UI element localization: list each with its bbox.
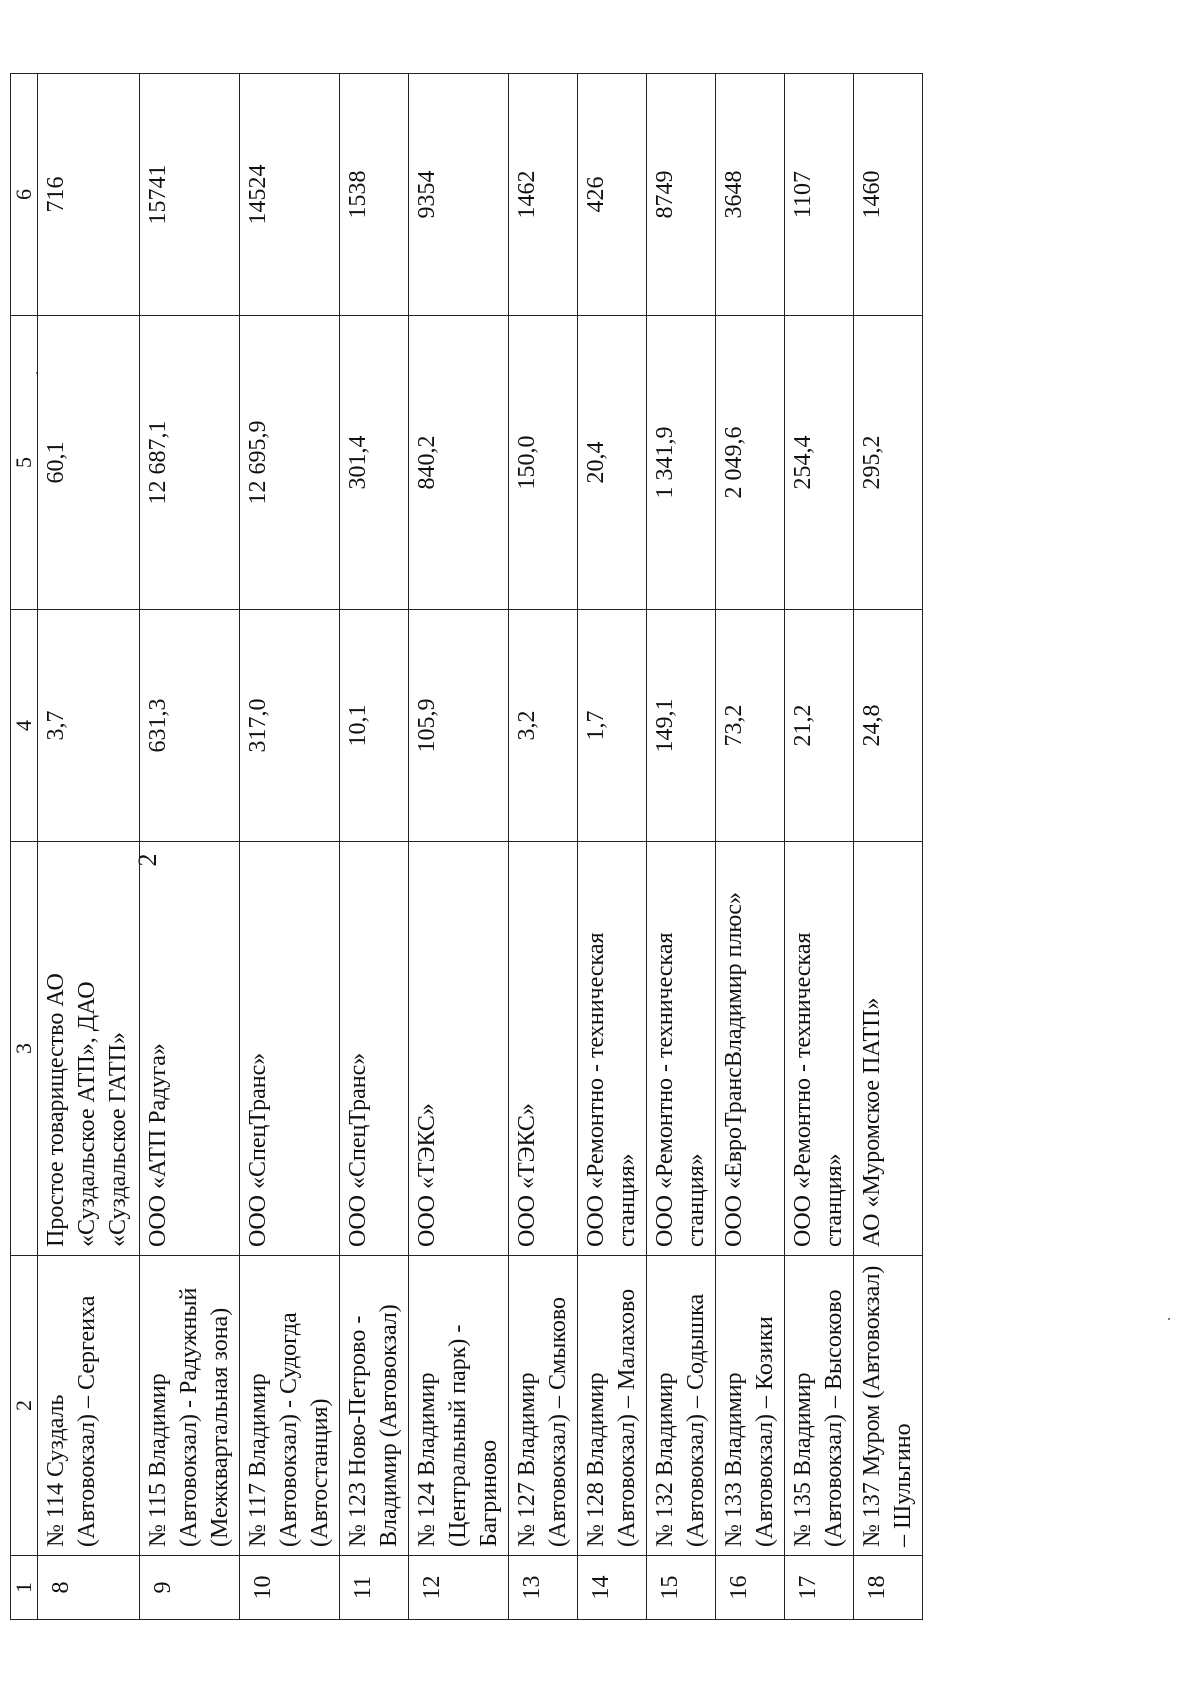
row-number: 15 — [647, 1556, 716, 1620]
route-name: № 132 Владимир (Автовокзал) – Содышка — [647, 1256, 716, 1556]
column-header-4: 4 — [11, 610, 38, 842]
value-col-5: 254,4 — [785, 316, 854, 610]
table-row — [509, 74, 578, 1620]
value-col-4: 21,2 — [785, 610, 854, 842]
page-number: 2 — [133, 853, 162, 867]
value-col-4: 3,7 — [38, 610, 140, 842]
table-row — [409, 74, 509, 1620]
operator-name: ООО «СпецТранс» — [340, 842, 409, 1256]
row-number: 8 — [38, 1556, 140, 1620]
table-row — [140, 74, 240, 1620]
route-name: № 117 Владимир (Автовокзал) - Судогда (Автостанция) — [240, 1256, 340, 1556]
value-col-4: 10,1 — [340, 610, 409, 842]
row-number: 14 — [578, 1556, 647, 1620]
data-table — [10, 73, 923, 1620]
scan-speck — [1168, 1318, 1170, 1320]
value-col-5: 1 341,9 — [647, 316, 716, 610]
value-col-6: 1460 — [854, 74, 923, 316]
route-name: № 137 Муром (Автовокзал) – Шульгино — [854, 1256, 923, 1556]
value-col-4: 631,3 — [140, 610, 240, 842]
value-col-6: 426 — [578, 74, 647, 316]
operator-name: ООО «ЕвроТрансВладимир плюс» — [716, 842, 785, 1256]
table-row — [240, 74, 340, 1620]
route-name: № 123 Ново-Петрово - Владимир (Автовокзал) — [340, 1256, 409, 1556]
operator-name: АО «Муромское ПАТП» — [854, 842, 923, 1256]
route-name: № 124 Владимир (Центральный парк) - Багриново — [409, 1256, 509, 1556]
value-col-6: 14524 — [240, 74, 340, 316]
row-number: 17 — [785, 1556, 854, 1620]
row-number: 18 — [854, 1556, 923, 1620]
value-col-5: 150,0 — [509, 316, 578, 610]
route-name: № 133 Владимир (Автовокзал) – Козики — [716, 1256, 785, 1556]
table-row — [854, 74, 923, 1620]
rotated-table-container — [10, 74, 1100, 1620]
value-col-5: 2 049,6 — [716, 316, 785, 610]
operator-name: ООО «СпецТранс» — [240, 842, 340, 1256]
route-name: № 115 Владимир (Автовокзал) - Радужный (Межквартальная зона) — [140, 1256, 240, 1556]
route-name: № 114 Суздаль (Автовокзал) – Сергеиха — [38, 1256, 140, 1556]
value-col-6: 1538 — [340, 74, 409, 316]
value-col-6: 1107 — [785, 74, 854, 316]
column-header-5: 5 — [11, 316, 38, 610]
route-name: № 127 Владимир (Автовокзал) – Смыково — [509, 1256, 578, 1556]
column-header-6: 6 — [11, 74, 38, 316]
value-col-5: 301,4 — [340, 316, 409, 610]
operator-name: ООО «Ремонтно - техническая станция» — [647, 842, 716, 1256]
column-header-3: 3 — [11, 842, 38, 1256]
value-col-5: 12 687,1 — [140, 316, 240, 610]
operator-name: ООО «ТЭКС» — [509, 842, 578, 1256]
operator-name: ООО «ТЭКС» — [409, 842, 509, 1256]
value-col-5: 12 695,9 — [240, 316, 340, 610]
value-col-4: 149,1 — [647, 610, 716, 842]
row-number: 9 — [140, 1556, 240, 1620]
operator-name: ООО «Ремонтно - техническая станция» — [785, 842, 854, 1256]
value-col-6: 9354 — [409, 74, 509, 316]
table-row — [716, 74, 785, 1620]
value-col-6: 1462 — [509, 74, 578, 316]
value-col-4: 73,2 — [716, 610, 785, 842]
value-col-4: 317,0 — [240, 610, 340, 842]
row-number: 11 — [340, 1556, 409, 1620]
value-col-5: 60,1 — [38, 316, 140, 610]
value-col-5: 840,2 — [409, 316, 509, 610]
row-number: 12 — [409, 1556, 509, 1620]
table-row — [578, 74, 647, 1620]
value-col-6: 8749 — [647, 74, 716, 316]
table-row — [785, 74, 854, 1620]
column-header-2: 2 — [11, 1256, 38, 1556]
row-number: 16 — [716, 1556, 785, 1620]
table-row — [647, 74, 716, 1620]
value-col-4: 3,2 — [509, 610, 578, 842]
value-col-4: 105,9 — [409, 610, 509, 842]
route-name: № 128 Владимир (Автовокзал) – Малахово — [578, 1256, 647, 1556]
row-number: 10 — [240, 1556, 340, 1620]
column-header-1: 1 — [11, 1556, 38, 1620]
value-col-4: 24,8 — [854, 610, 923, 842]
value-col-6: 716 — [38, 74, 140, 316]
value-col-4: 1,7 — [578, 610, 647, 842]
route-name: № 135 Владимир (Автовокзал) – Высоково — [785, 1256, 854, 1556]
operator-name: ООО «Ремонтно - техническая станция» — [578, 842, 647, 1256]
value-col-6: 15741 — [140, 74, 240, 316]
operator-name: ООО «АТП Радуга» — [140, 842, 240, 1256]
header-row — [11, 74, 38, 1620]
table-row — [38, 74, 140, 1620]
table-row — [340, 74, 409, 1620]
value-col-5: 295,2 — [854, 316, 923, 610]
value-col-5: 20,4 — [578, 316, 647, 610]
operator-name: Простое товарищество АО «Суздальское АТП», ДАО «Суздальское ГАТП» — [38, 842, 140, 1256]
row-number: 13 — [509, 1556, 578, 1620]
value-col-6: 3648 — [716, 74, 785, 316]
